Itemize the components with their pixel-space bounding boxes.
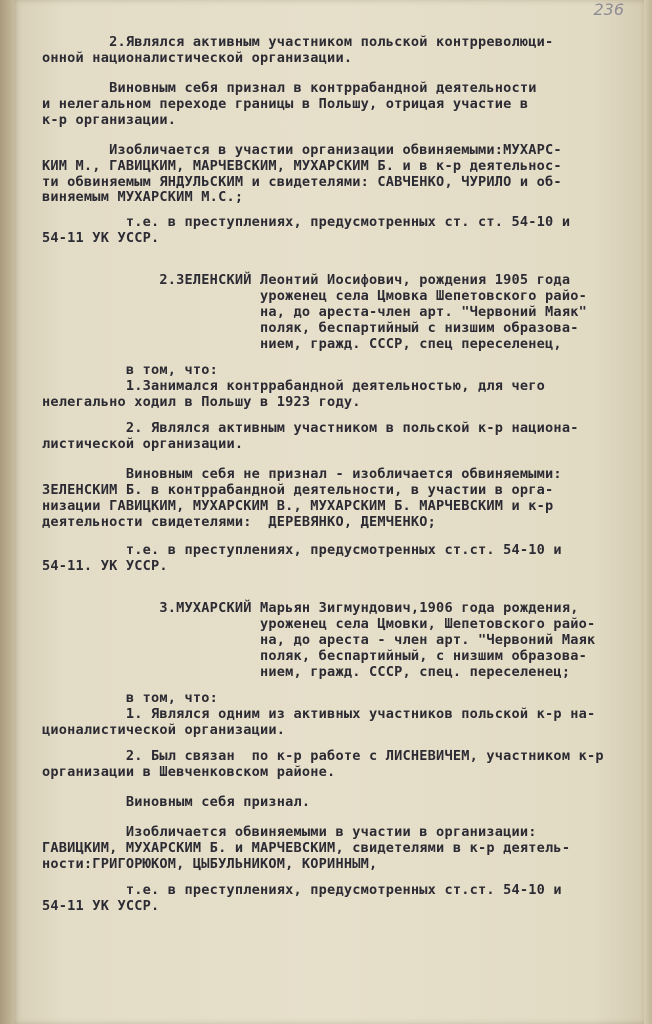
text-line: листической организации. <box>42 436 244 452</box>
text-line: ГАВИЦКИМ, МУХАРСКИМ Б. и МАРЧЕВСКИМ, свидетелями в к-р деятель- <box>42 840 571 856</box>
text-line: поляк, беспартийный, с низшим образова- <box>42 648 587 664</box>
text-line: т.е. в преступлениях, предусмотренных ст.ст. 54-10 и <box>42 882 562 898</box>
text-line: нием, гражд. СССР, спец переселенец, <box>42 336 562 352</box>
text-line: в том, что: <box>42 690 219 706</box>
text-line: ЗЕЛЕНСКИМ Б. в контррабандной деятельности, в участии в орга- <box>42 482 554 498</box>
text-line: 1.Занимался контррабандной деятельностью, для чего <box>42 378 546 394</box>
text-line: виняемым МУХАРСКИМ М.С.; <box>42 189 244 205</box>
text-line: т.е. в преступлениях, предусмотренных ст. ст. 54-10 и <box>42 214 571 230</box>
page-binding-edge <box>0 0 14 1024</box>
text-line: и нелегальном переходе границы в Польшу, отрицая участие в <box>42 96 529 112</box>
text-line: Изобличается обвиняемыми в участии в организации: <box>42 824 537 840</box>
text-line: 1. Являлся одним из активных участников польской к-р на- <box>42 706 596 722</box>
text-line: 2.ЗЕЛЕНСКИЙ Леонтий Иосифович, рождения 1905 года <box>42 272 571 288</box>
text-line: 54-11. УК УССР. <box>42 558 168 574</box>
text-line: к-р организации. <box>42 112 177 128</box>
text-line: 54-11 УК УССР. <box>42 230 160 246</box>
text-line: 3.МУХАРСКИЙ Марьян Зигмундович,1906 года рождения, <box>42 600 579 616</box>
text-line: на, до ареста - член арт. "Червоний Маяк <box>42 632 596 648</box>
text-line: организации в Шевченковском районе. <box>42 764 336 780</box>
text-line: уроженец села Цмовка Шепетовского райо- <box>42 288 587 304</box>
text-line: на, до ареста-член арт. "Червоний Маяк" <box>42 304 587 320</box>
text-line: поляк, беспартийный с низшим образова- <box>42 320 579 336</box>
text-line: 2. Являлся активным участником в польской к-р национа- <box>42 420 579 436</box>
text-line: в том, что: <box>42 362 219 378</box>
text-line: низации ГАВИЦКИМ, МУХАРСКИМ В., МУХАРСКИМ Б. МАРЧЕВСКИМ и к-р <box>42 498 554 514</box>
text-line: ности:ГРИГОРЮКОМ, ЦЫБУЛЬНИКОМ, КОРИННЫМ, <box>42 856 378 872</box>
text-line: КИМ М., ГАВИЦКИМ, МАРЧЕВСКИМ, МУХАРСКИМ Б. и в к-р деятельнос- <box>42 158 562 174</box>
text-line: 2. Был связан по к-р работе с ЛИСНЕВИЧЕМ, участником к-р <box>42 748 604 764</box>
text-line: Виновным себя признал. <box>42 794 311 810</box>
text-line: нием, гражд. СССР, спец. переселенец; <box>42 664 571 680</box>
page-right-edge <box>644 0 652 1024</box>
text-line: нелегально ходил в Польшу в 1923 году. <box>42 394 361 410</box>
text-line: уроженец села Цмовки, Шепетовского райо- <box>42 616 596 632</box>
text-line: ционалистической организации. <box>42 722 286 738</box>
text-line: Виновным себя не признал - изобличается обвиняемыми: <box>42 466 562 482</box>
text-line: ти обвиняемым ЯНДУЛЬСКИМ и свидетелями: САВЧЕНКО, ЧУРИЛО и об- <box>42 174 562 190</box>
text-line: онной националистической организации. <box>42 50 353 66</box>
text-line: т.е. в преступлениях, предусмотренных ст.ст. 54-10 и <box>42 542 562 558</box>
text-line: Изобличается в участии организации обвиняемыми:МУХАРС- <box>42 142 562 158</box>
text-line: 2.Являлся активным участником польской контрреволюци- <box>42 34 554 50</box>
text-line: 54-11 УК УССР. <box>42 898 160 914</box>
text-line: Виновным себя признал в контррабандной деятельности <box>42 80 537 96</box>
text-line: деятельности свидетелями: ДЕРЕВЯНКО, ДЕМЧЕНКО; <box>42 514 437 530</box>
page-number: 236 <box>593 0 624 19</box>
